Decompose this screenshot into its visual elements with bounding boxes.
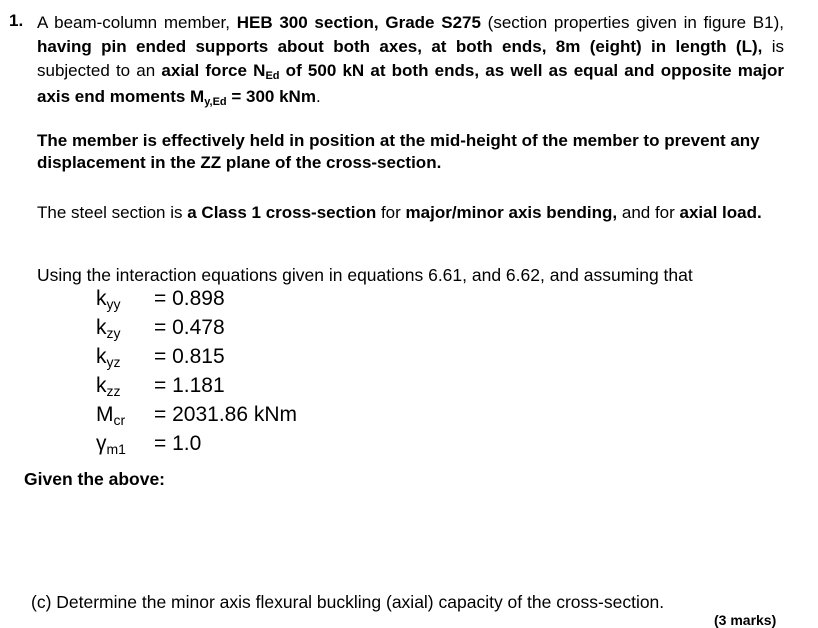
param-row-kyy: kyy = 0.898	[96, 287, 225, 312]
interaction-paragraph: Using the interaction equations given in equations 6.61, and 6.62, and assuming that	[37, 265, 693, 285]
section-grade: HEB 300 section, Grade S275	[236, 13, 481, 32]
question-intro-paragraph	[37, 11, 784, 111]
axial-force-label: axial force NEd of 500 kN at both ends, as well as equal and opposite major axis end moments My,Ed = 300 kNm	[37, 61, 785, 108]
intro-text-i: .	[315, 87, 321, 106]
restraint-paragraph: The member is effectively held in position at the mid-height of the member to prevent any displacement in the ZZ plane of the cross-section.	[37, 131, 760, 172]
marks-label: (3 marks)	[714, 612, 777, 628]
param-row-kzz: kzz = 1.181	[96, 374, 225, 399]
question-number: 1.	[9, 11, 24, 30]
intro-text-a: A beam-column member,	[37, 13, 237, 32]
param-row-mcr: Mcr = 2031.86 kNm	[96, 403, 298, 428]
intro-text-c: (section properties given in figure B1),	[480, 13, 784, 32]
param-row-kzy: kzy = 0.478	[96, 316, 225, 341]
intro-text-e: is subjected to an	[37, 37, 784, 80]
class-paragraph: The steel section is a Class 1 cross-section for major/minor axis bending, and for axial load.	[37, 203, 762, 222]
support-length: having pin ended supports about both axes, at both ends, 8m (eight) in length (L),	[37, 37, 763, 56]
given-heading: Given the above:	[24, 469, 166, 489]
param-row-kyz: kyz = 0.815	[96, 345, 225, 370]
part-c-question: (c) Determine the minor axis flexural buckling (axial) capacity of the cross-section.	[31, 592, 665, 612]
parameter-list	[96, 285, 297, 459]
param-row-gamma-m1: γm1 = 1.0	[96, 432, 202, 457]
